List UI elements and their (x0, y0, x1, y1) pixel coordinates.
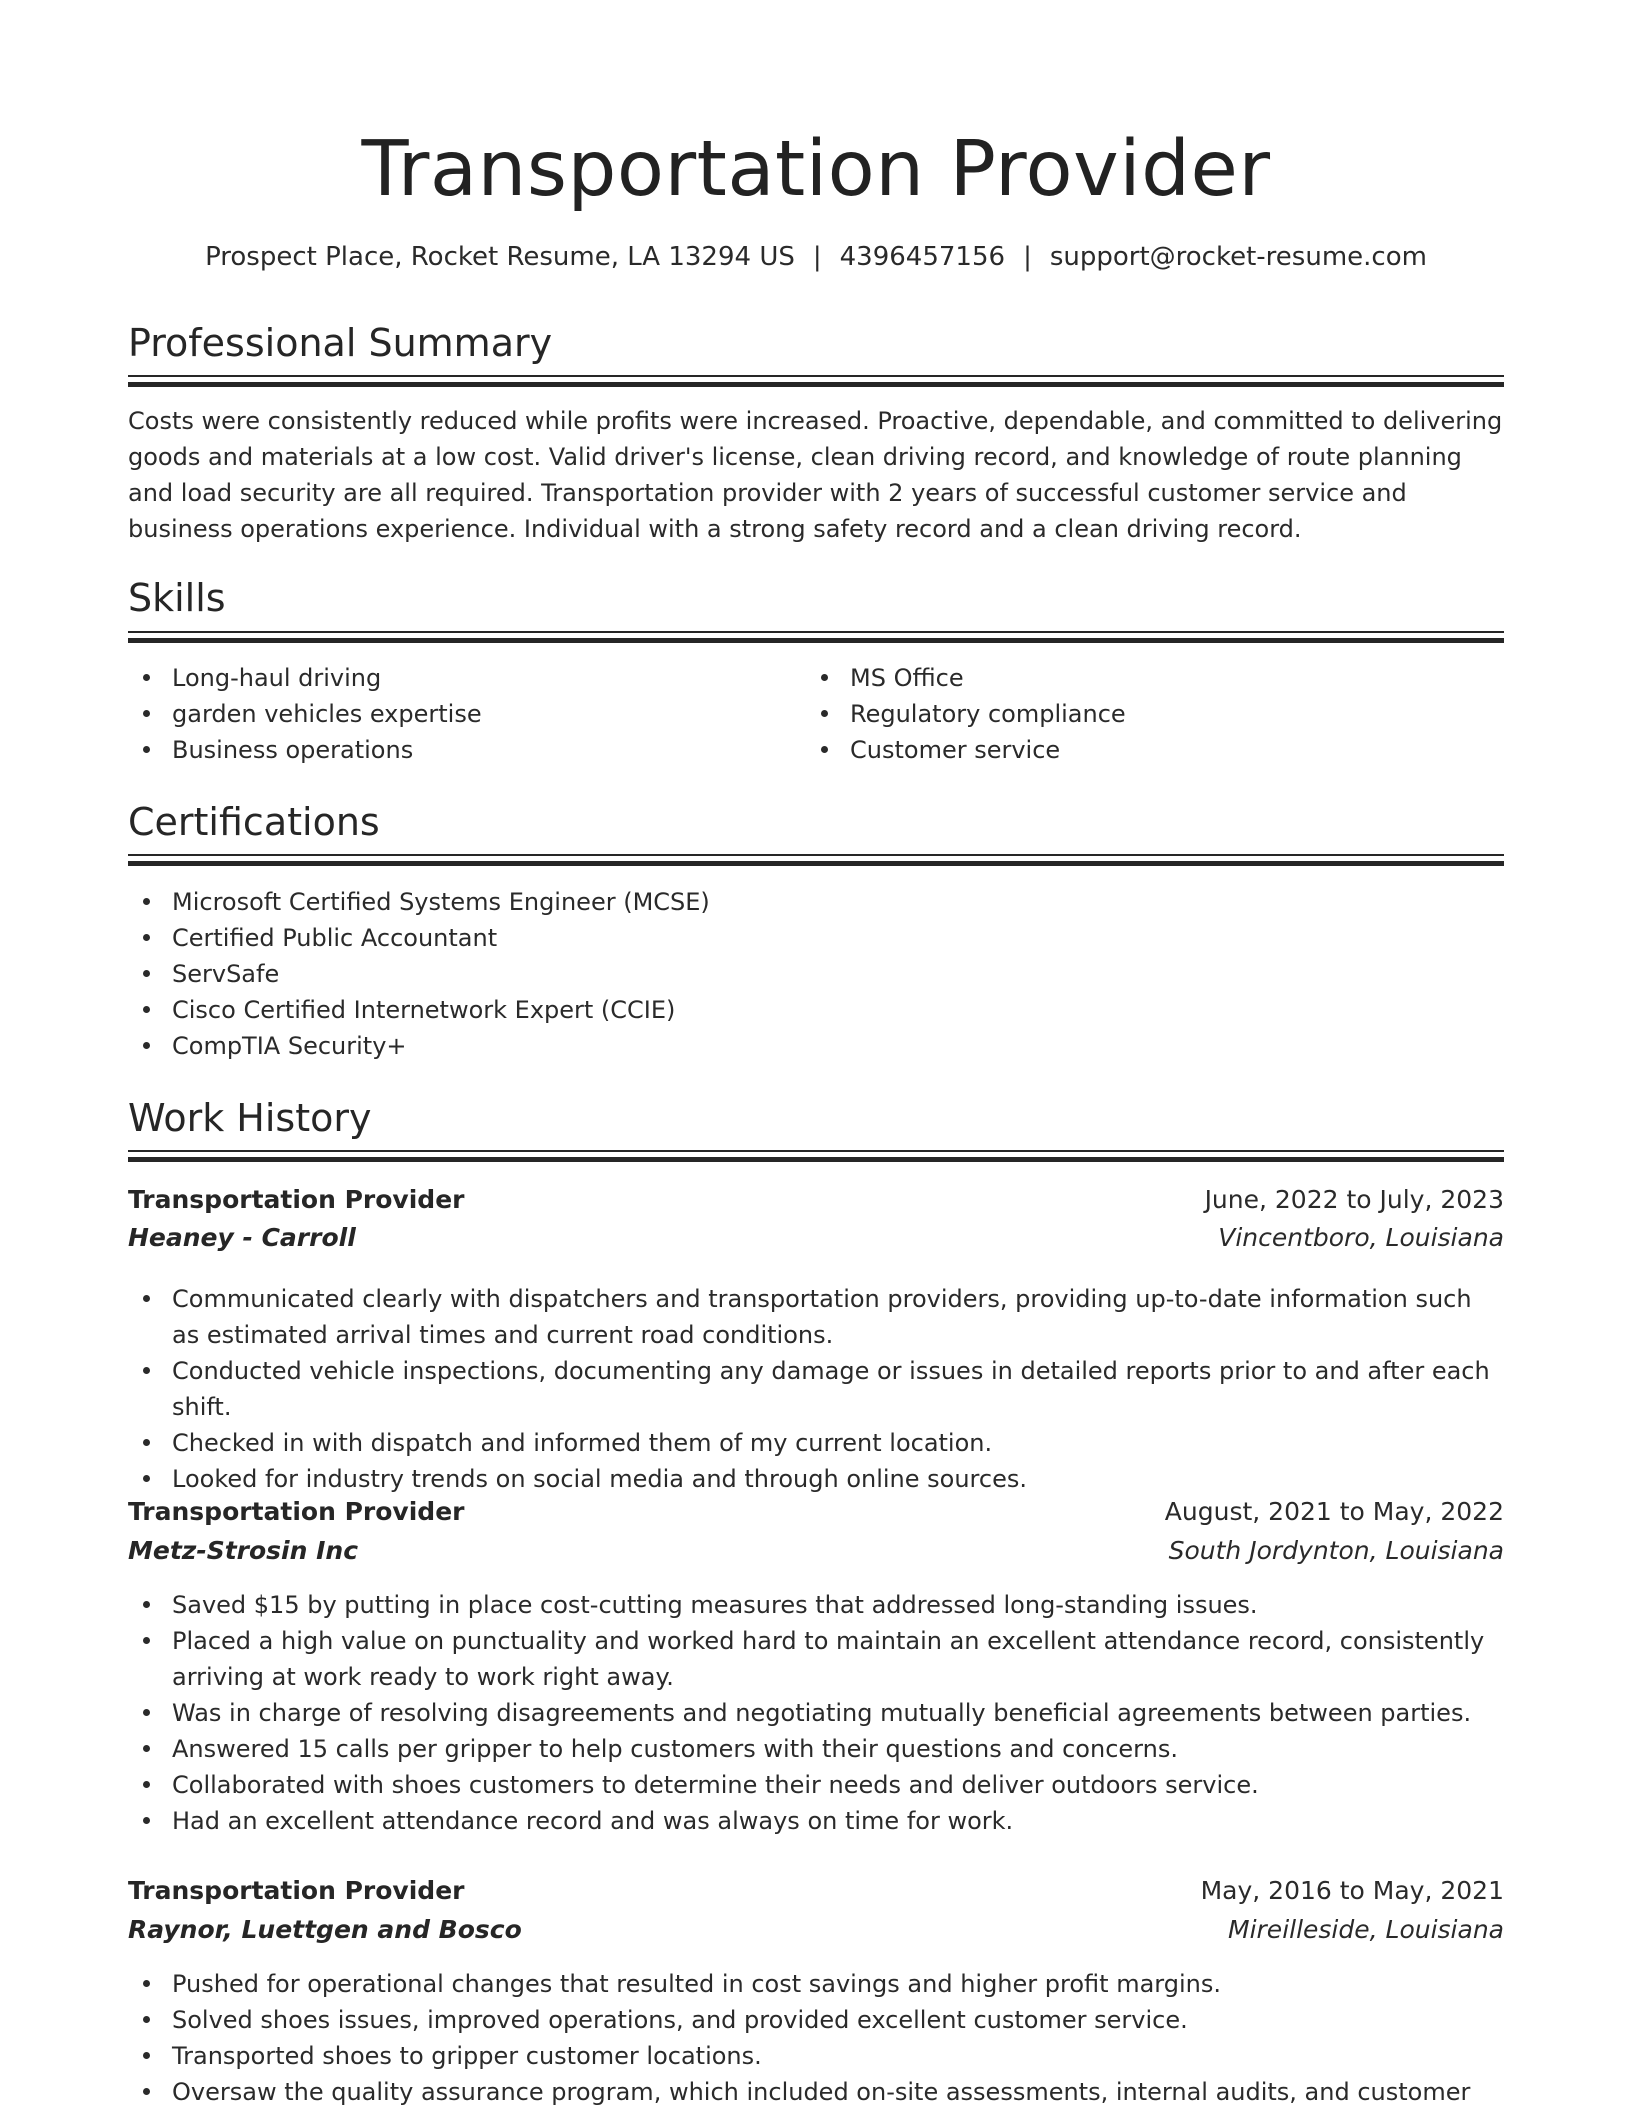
certification-item: Cisco Certified Internetwork Expert (CCIE) (128, 992, 1504, 1028)
job-bullet: Conducted vehicle inspections, documenting any damage or issues in detailed reports prior to and after each shift. (128, 1353, 1504, 1425)
certification-item: CompTIA Security+ (128, 1028, 1504, 1064)
job-dates: August, 2021 to May, 2022 (1164, 1497, 1504, 1526)
job-bullet: Placed a high value on punctuality and worked hard to maintain an excellent attendance record, consistently arriving at work ready to work right away. (128, 1623, 1504, 1695)
skill-item: garden vehicles expertise (128, 696, 800, 732)
candidate-name: Transportation Provider (361, 125, 1271, 214)
job-bullets (128, 1966, 1504, 2110)
certification-item: Microsoft Certified Systems Engineer (MCSE) (128, 884, 1504, 920)
job-location: South Jordynton, Louisiana (1168, 1536, 1504, 1565)
contact-separator: | (812, 242, 822, 272)
skill-item: Business operations (128, 732, 800, 768)
job-dates: June, 2022 to July, 2023 (1204, 1185, 1504, 1214)
section-divider (128, 375, 1504, 386)
certification-item: Certified Public Accountant (128, 920, 1504, 956)
job-bullet: Pushed for operational changes that resulted in cost savings and higher profit margins. (128, 1966, 1504, 2002)
job-company: Heaney - Carroll (128, 1223, 356, 1252)
job-bullet: Checked in with dispatch and informed them of my current location. (128, 1425, 1504, 1461)
contact-separator: | (1023, 242, 1032, 272)
job-bullet: Solved shoes issues, improved operations, and provided excellent customer service. (128, 2002, 1504, 2038)
skills-list-left (128, 660, 800, 768)
job-company: Metz-Strosin Inc (128, 1536, 359, 1565)
job-dates: May, 2016 to May, 2021 (1200, 1876, 1504, 1905)
contact-phone: 4396457156 (839, 242, 1006, 272)
job-bullet: Communicated clearly with dispatchers and transportation providers, providing up-to-date information such as estimated arrival times and current road conditions. (128, 1281, 1504, 1353)
job-bullet: Collaborated with shoes customers to determine their needs and deliver outdoors service. (128, 1767, 1504, 1803)
job-company: Raynor, Luettgen and Bosco (128, 1915, 522, 1944)
certifications-list (128, 884, 1504, 1064)
section-divider (128, 631, 1504, 642)
skills-list-right (806, 660, 1504, 768)
contact-email: support@rocket-resume.com (1049, 242, 1427, 272)
section-heading-certifications: Certifications (128, 800, 380, 844)
summary-text: Costs were consistently reduced while profits were increased. Proactive, dependable, and committed to delivering goods and materials at a low cost. Valid driver's license, clean driving record, and knowledge of route planning and load security are all required. Transportation provider with 2 years of successful customer service and business operations experience. Individual with a strong safety record and a clean driving record. (128, 407, 1503, 543)
job-bullet: Answered 15 calls per gripper to help customers with their questions and concerns. (128, 1731, 1504, 1767)
skill-item: Long-haul driving (128, 660, 800, 696)
section-heading-skills: Skills (128, 576, 226, 620)
job-location: Mireilleside, Louisiana (1228, 1915, 1504, 1944)
job-bullet: Looked for industry trends on social media and through online sources. (128, 1461, 1504, 1497)
job-location: Vincentboro, Louisiana (1218, 1223, 1504, 1252)
certification-item: ServSafe (128, 956, 1504, 992)
skill-item: Customer service (806, 732, 1504, 768)
job-bullets (128, 1281, 1504, 1497)
job-bullets (128, 1587, 1504, 1839)
section-divider (128, 1150, 1504, 1161)
skill-item: Regulatory compliance (806, 696, 1504, 732)
job-title: Transportation Provider (128, 1185, 465, 1214)
section-divider (128, 854, 1504, 865)
job-bullet: Oversaw the quality assurance program, which included on-site assessments, internal audits, and customer (128, 2074, 1504, 2110)
job-bullet: Transported shoes to gripper customer locations. (128, 2038, 1504, 2074)
job-title: Transportation Provider (128, 1497, 465, 1526)
section-heading-summary: Professional Summary (128, 321, 553, 365)
contact-line (128, 238, 1504, 276)
contact-address: Prospect Place, Rocket Resume, LA 13294 US (205, 242, 795, 272)
section-heading-work-history: Work History (128, 1096, 372, 1140)
job-bullet: Saved $15 by putting in place cost-cutting measures that addressed long-standing issues. (128, 1587, 1504, 1623)
job-title: Transportation Provider (128, 1876, 465, 1905)
job-bullet: Was in charge of resolving disagreements and negotiating mutually beneficial agreements between parties. (128, 1695, 1504, 1731)
skill-item: MS Office (806, 660, 1504, 696)
job-bullet: Had an excellent attendance record and was always on time for work. (128, 1803, 1504, 1839)
